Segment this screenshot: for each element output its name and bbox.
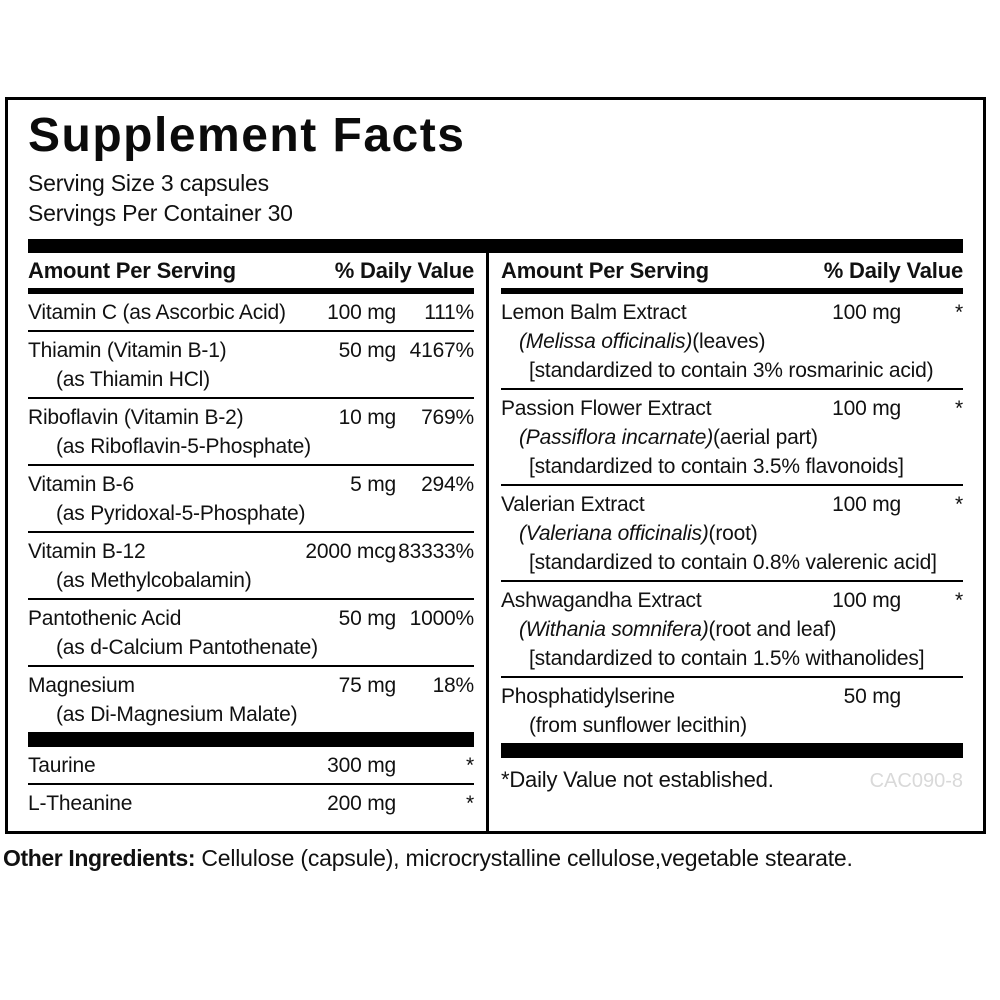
nutrient-daily-value: 18% xyxy=(432,674,474,697)
nutrient-name: Valerian Extract xyxy=(501,493,645,516)
other-ingredients-line xyxy=(3,843,853,873)
facts-columns xyxy=(28,253,963,831)
latin-name: (Melissa officinalis) xyxy=(519,330,693,353)
botanical-name-line xyxy=(501,327,963,356)
supplement-facts-panel xyxy=(5,97,986,834)
nutrient-row-phosphatidylserine xyxy=(501,678,963,743)
nutrient-daily-value: 294% xyxy=(421,473,474,496)
plant-part: (root) xyxy=(708,522,758,545)
header-daily-value: % Daily Value xyxy=(334,258,474,283)
nutrient-row-riboflavin xyxy=(28,399,474,466)
nutrient-row-taurine xyxy=(28,747,474,785)
nutrient-amount: 2000 mcg xyxy=(305,540,396,563)
panel-title: Supplement Facts xyxy=(28,109,466,162)
nutrient-daily-value: * xyxy=(466,792,474,815)
nutrient-amount: 50 mg xyxy=(843,685,901,708)
nutrient-name: Vitamin B-6 xyxy=(28,473,134,496)
nutrient-daily-value: 111% xyxy=(424,301,474,324)
nutrient-row-passion-flower xyxy=(501,390,963,486)
left-column-header xyxy=(28,253,474,294)
nutrient-daily-value: * xyxy=(955,301,963,324)
plant-part: (root and leaf) xyxy=(708,618,837,641)
serving-size: Serving Size 3 capsules xyxy=(28,170,269,196)
nutrient-row-vitamin-b6 xyxy=(28,466,474,533)
latin-name: (Withania somnifera) xyxy=(519,618,709,641)
nutrient-amount: 100 mg xyxy=(832,589,901,612)
nutrient-amount: 50 mg xyxy=(338,607,396,630)
nutrient-amount: 300 mg xyxy=(327,754,396,777)
nutrient-name: Passion Flower Extract xyxy=(501,397,712,420)
latin-name: (Passiflora incarnate) xyxy=(519,426,714,449)
nutrient-amount: 10 mg xyxy=(338,406,396,429)
footnote-row xyxy=(501,765,963,796)
nutrient-daily-value: * xyxy=(955,589,963,612)
left-column xyxy=(28,253,486,831)
nutrient-row-pantothenic-acid xyxy=(28,600,474,667)
nutrient-row-thiamin xyxy=(28,332,474,399)
separator-bar-right-column xyxy=(501,743,963,758)
right-column xyxy=(489,253,963,831)
other-ingredients-text: Cellulose (capsule), microcrystalline cellulose,vegetable stearate. xyxy=(201,845,853,871)
standardization-line: [standardized to contain 1.5% withanolides] xyxy=(529,647,925,670)
nutrient-form: (from sunflower lecithin) xyxy=(529,714,747,737)
botanical-name-line xyxy=(501,423,963,452)
separator-bar-left-column xyxy=(28,732,474,747)
header-amount-per-serving: Amount Per Serving xyxy=(28,258,236,283)
nutrient-daily-value xyxy=(901,682,963,711)
other-ingredients-label: Other Ingredients: xyxy=(3,845,196,871)
nutrient-amount: 100 mg xyxy=(832,397,901,420)
nutrient-name: Thiamin (Vitamin B-1) xyxy=(28,339,227,362)
nutrient-amount: 75 mg xyxy=(338,674,396,697)
nutrient-daily-value: * xyxy=(955,397,963,420)
nutrient-name: Taurine xyxy=(28,754,96,777)
plant-part: (leaves) xyxy=(692,330,766,353)
product-code: CAC090-8 xyxy=(869,770,963,792)
nutrient-row-lemon-balm xyxy=(501,294,963,390)
latin-name: (Valeriana officinalis) xyxy=(519,522,709,545)
botanical-name-line xyxy=(501,519,963,548)
nutrient-daily-value: * xyxy=(466,754,474,777)
nutrient-name: Riboflavin (Vitamin B-2) xyxy=(28,406,244,429)
servings-per-container: Servings Per Container 30 xyxy=(28,200,293,226)
nutrient-daily-value: * xyxy=(955,493,963,516)
nutrient-row-valerian xyxy=(501,486,963,582)
standardization-line: [standardized to contain 3.5% flavonoids] xyxy=(529,455,904,478)
nutrient-row-vitamin-b12 xyxy=(28,533,474,600)
nutrient-name: Magnesium xyxy=(28,674,135,697)
nutrient-name: Ashwagandha Extract xyxy=(501,589,702,612)
nutrient-name: Pantothenic Acid xyxy=(28,607,182,630)
nutrient-amount: 100 mg xyxy=(327,301,396,324)
nutrient-row-magnesium xyxy=(28,667,474,732)
nutrient-daily-value: 1000% xyxy=(409,607,474,630)
nutrient-form: (as Pyridoxal-5-Phosphate) xyxy=(56,502,306,525)
plant-part: (aerial part) xyxy=(713,426,818,449)
nutrient-form: (as Thiamin HCl) xyxy=(56,368,210,391)
nutrient-row-l-theanine xyxy=(28,785,474,821)
nutrient-form: (as Riboflavin-5-Phosphate) xyxy=(56,435,311,458)
nutrient-amount: 100 mg xyxy=(832,301,901,324)
nutrient-form: (as Di-Magnesium Malate) xyxy=(56,703,298,726)
nutrient-row-vitamin-c xyxy=(28,294,474,332)
nutrient-amount: 200 mg xyxy=(327,792,396,815)
botanical-name-line xyxy=(501,615,963,644)
right-column-header xyxy=(501,253,963,294)
nutrient-amount: 50 mg xyxy=(338,339,396,362)
nutrient-amount: 100 mg xyxy=(832,493,901,516)
nutrient-name: L-Theanine xyxy=(28,792,133,815)
nutrient-form: (as d-Calcium Pantothenate) xyxy=(56,636,318,659)
nutrient-form: (as Methylcobalamin) xyxy=(56,569,252,592)
standardization-line: [standardized to contain 3% rosmarinic acid) xyxy=(529,359,934,382)
header-daily-value: % Daily Value xyxy=(823,258,963,283)
nutrient-daily-value: 769% xyxy=(421,406,474,429)
nutrient-name: Vitamin C (as Ascorbic Acid) xyxy=(28,301,286,324)
standardization-line: [standardized to contain 0.8% valerenic acid] xyxy=(529,551,937,574)
nutrient-daily-value: 4167% xyxy=(409,339,474,362)
separator-bar-top xyxy=(28,239,963,253)
daily-value-footnote: *Daily Value not established. xyxy=(501,767,774,792)
nutrient-row-ashwagandha xyxy=(501,582,963,678)
nutrient-name: Vitamin B-12 xyxy=(28,540,146,563)
nutrient-daily-value: 83333% xyxy=(398,540,474,563)
header-amount-per-serving: Amount Per Serving xyxy=(501,258,709,283)
nutrient-amount: 5 mg xyxy=(350,473,396,496)
nutrient-name: Lemon Balm Extract xyxy=(501,301,687,324)
nutrient-name: Phosphatidylserine xyxy=(501,685,675,708)
